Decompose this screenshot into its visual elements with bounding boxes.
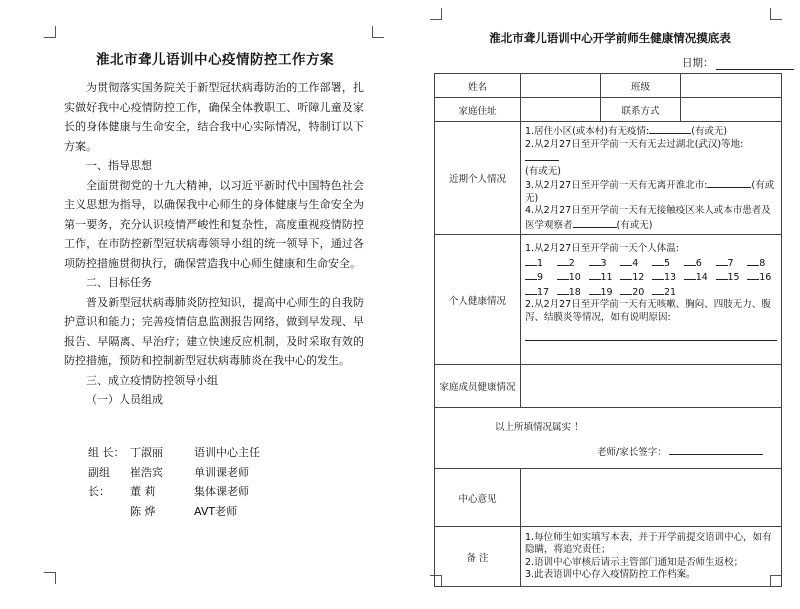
- member-row: [88, 443, 314, 463]
- member-name: 董 莉: [130, 485, 156, 498]
- temp-day[interactable]: 18: [557, 285, 589, 300]
- temp-day[interactable]: 10: [557, 270, 589, 285]
- health-form-table: [434, 73, 782, 587]
- section1-heading: 一、指导思想: [86, 159, 152, 172]
- answer-line[interactable]: [649, 124, 691, 134]
- member-title: AVT老师: [194, 504, 238, 518]
- name-input-cell[interactable]: [521, 74, 601, 98]
- health-q1: 1.从2月27日至开学前一天个人体温:: [525, 243, 679, 254]
- section1-text: 全面贯彻党的十九大精神，以习近平新时代中国特色社会主义思想为指导，以确保我中心师生的身体健康与生命安全为第一要务，充分认识疫情严峻性和复杂性，高度重视疫情防控工作，在市防控新型冠状病毒领导小组的统一领导下，通过各项防控措施贯彻执行，确保营造我中心师生健康和生命安全。: [64, 178, 364, 270]
- table-row: [435, 122, 782, 235]
- recent-cell[interactable]: [521, 122, 782, 235]
- temp-day[interactable]: 4: [620, 256, 652, 271]
- answer-line[interactable]: [525, 151, 559, 161]
- table-row: [435, 527, 782, 587]
- member-role: 副组长：: [88, 465, 110, 498]
- date-label: 日期：: [682, 57, 714, 69]
- temp-day[interactable]: 14: [684, 270, 716, 285]
- plan-title: 淮北市聋儿语训中心疫情防控工作方案: [96, 52, 334, 68]
- temp-day[interactable]: 7: [716, 256, 748, 271]
- section3-heading: 三、成立疫情防控领导小组: [86, 373, 218, 387]
- section2-text: 普及新型冠状病毒肺炎防控知识，提高中心师生的自我防护意识和能力；完善疫情信息监测报告网络，做到早发现、早报告、早隔离、早治疗；建立快速反应机制，及时采取有效的防控措施，预防和控制新型冠状病毒肺炎在我中心的发生。: [64, 295, 364, 367]
- table-row: [435, 98, 782, 122]
- date-line[interactable]: [716, 58, 794, 70]
- table-row: [435, 235, 782, 365]
- member-role: [88, 502, 130, 522]
- member-name: 崔浩宾: [130, 465, 163, 479]
- member-name: 陈 烨: [130, 504, 156, 518]
- recent-q4: [525, 205, 777, 232]
- member-row: [88, 482, 314, 502]
- section3-sub: （一）人员组成: [86, 393, 163, 406]
- recent-q2-text: 2.从2月27日至开学前一天有无去过湖北(武汉)等地:: [525, 138, 744, 150]
- recent-q1-suffix: (有或无): [691, 126, 728, 137]
- member-title: 单训课老师: [194, 465, 249, 479]
- note-item: 2.语训中心审核后请示主管部门通知是否师生返校；: [525, 556, 744, 568]
- table-row: [435, 469, 782, 527]
- member-role: [88, 482, 130, 502]
- temp-day[interactable]: 8: [747, 256, 779, 271]
- recent-q2-b: [525, 166, 777, 179]
- address-input-cell[interactable]: [521, 98, 601, 122]
- crop-mark: [770, 8, 782, 20]
- table-row: [435, 408, 782, 469]
- temp-day[interactable]: 11: [589, 270, 621, 285]
- class-input-cell[interactable]: [681, 74, 782, 98]
- right-page: [400, 0, 800, 609]
- family-input-cell[interactable]: [521, 365, 782, 408]
- signature-line[interactable]: [669, 445, 763, 455]
- note-item: 3.此表语训中心存入疫情防控工作档案。: [525, 569, 696, 580]
- recent-q3-text: 3.从2月27日至开学前一天有无离开淮北市:: [525, 180, 708, 191]
- temp-day[interactable]: 16: [747, 270, 779, 285]
- answer-line[interactable]: [707, 178, 751, 188]
- member-title: 集体课老师: [194, 485, 249, 498]
- confirm-text: 以上所填情况属实 ！: [495, 422, 584, 433]
- temp-day[interactable]: 12: [620, 270, 652, 285]
- notes-cell: [521, 527, 782, 587]
- address-label: 家庭住址: [435, 98, 521, 122]
- phone-label: 联系方式: [601, 98, 681, 122]
- temp-day[interactable]: 9: [525, 270, 557, 285]
- health-q2: 2.从2月27日至开学前一天有无咳嗽、胸闷、四肢无力、腹泻、结膜炎等情况，如有说明原因:: [525, 299, 771, 323]
- recent-q2: [525, 139, 777, 166]
- signature-field[interactable]: [597, 444, 763, 458]
- recent-q3: [525, 178, 777, 205]
- temp-day[interactable]: 17: [525, 285, 557, 300]
- section2-heading: 二、目标任务: [86, 276, 152, 289]
- confirm-cell: [435, 408, 782, 469]
- crop-mark: [44, 572, 56, 584]
- temp-day[interactable]: 2: [557, 256, 589, 271]
- family-label: 家庭成员健康情况: [435, 365, 521, 408]
- date-field[interactable]: [682, 55, 794, 70]
- answer-line[interactable]: [573, 218, 617, 228]
- notes-label: 备 注: [435, 527, 521, 587]
- temp-day[interactable]: 6: [684, 256, 716, 271]
- health-label: 个人健康情况: [435, 235, 521, 365]
- crop-mark: [372, 26, 384, 38]
- phone-input-cell[interactable]: [681, 98, 782, 122]
- member-title: 语训中心主任: [194, 446, 260, 459]
- member-role: 组 长：: [88, 446, 125, 459]
- member-row: [88, 502, 314, 522]
- plan-body: [64, 78, 364, 410]
- recent-q1: [525, 124, 777, 139]
- temp-day[interactable]: 3: [589, 256, 621, 271]
- note-item: 1.每位师生如实填写本表，并于开学前提交语训中心，如有隐瞒，将追究责任；: [525, 531, 772, 555]
- temp-day[interactable]: 20: [620, 285, 652, 300]
- temp-day[interactable]: 1: [525, 256, 557, 271]
- temp-day[interactable]: 21: [652, 285, 684, 300]
- health-cell[interactable]: [521, 235, 782, 365]
- name-label: 姓名: [435, 74, 521, 98]
- member-name: 丁淑丽: [130, 446, 163, 459]
- recent-q2-suffix: (有或无): [525, 165, 561, 177]
- recent-q4-suffix: (有或无): [616, 219, 653, 231]
- recent-q1-text: 1.居住小区(或本村)有无疫情:: [525, 126, 650, 137]
- temp-day[interactable]: 15: [716, 270, 748, 285]
- recent-label: 近期个人情况: [435, 122, 521, 235]
- crop-mark: [430, 8, 442, 20]
- member-list: [88, 443, 314, 521]
- class-label: 班级: [601, 74, 681, 98]
- temperature-grid[interactable]: [521, 256, 781, 300]
- temp-day[interactable]: 5: [652, 256, 684, 271]
- recent-q4-text: 4.从2月27日至开学前一天有无接触疫区来人或本市患者及医学观察者: [525, 205, 771, 231]
- recent-q3-suffix: (有或无): [525, 180, 775, 204]
- opinion-input-cell[interactable]: [521, 469, 782, 527]
- temp-day[interactable]: 19: [589, 285, 621, 300]
- form-title: 淮北市聋儿语训中心开学前师生健康情况摸底表: [489, 31, 731, 45]
- answer-line[interactable]: [525, 340, 777, 341]
- table-row: [435, 74, 782, 98]
- opinion-label: 中心意见: [435, 469, 521, 527]
- signature-label: 老师/家长签字：: [597, 447, 667, 458]
- crop-mark: [44, 26, 56, 38]
- plan-intro: 为贯彻落实国务院关于新型冠状病毒防治的工作部署，扎实做好我中心疫情防控工作，确保全体教职工、听障儿童及家长的身体健康与生命安全，结合我中心实际情况，特制订以下方案。: [64, 81, 364, 153]
- temp-day[interactable]: 13: [652, 270, 684, 285]
- table-row: [435, 365, 782, 408]
